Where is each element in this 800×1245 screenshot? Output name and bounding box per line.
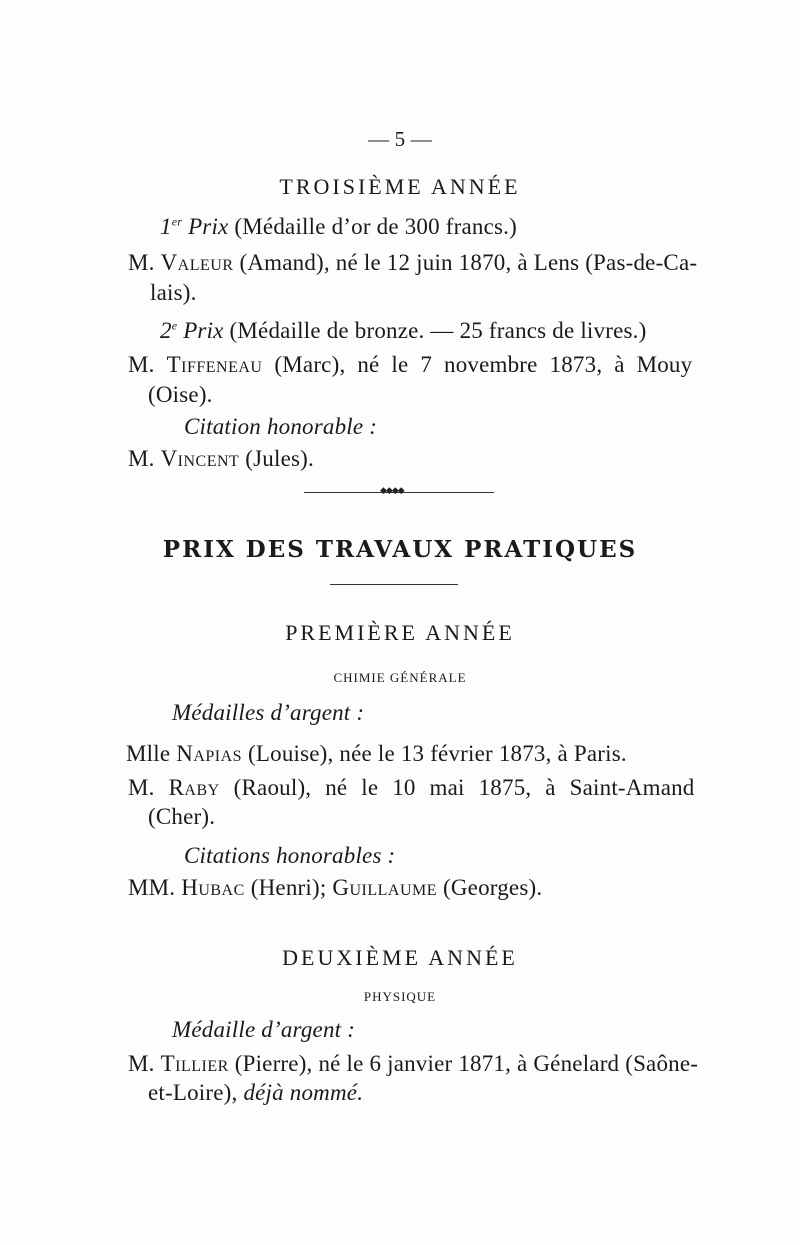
page-number: — 5 — xyxy=(368,127,432,151)
citation-details-1: (Henri); xyxy=(250,875,327,900)
winner-title: M. xyxy=(128,250,155,275)
citation-label: Citation honorable : xyxy=(184,414,378,439)
section-title-premiere-annee: PREMIÈRE ANNÉE xyxy=(285,620,515,645)
section-title-deuxieme-annee: DEUXIÈME ANNÉE xyxy=(282,945,518,970)
prize-rank-suffix: er xyxy=(171,214,183,229)
medal-label: Médaille d’argent : xyxy=(172,1017,356,1042)
prize-rank: 2 xyxy=(160,318,172,343)
winner-surname: Raby xyxy=(168,775,220,800)
prize-label: Prix xyxy=(183,318,224,343)
citation-details: (Jules). xyxy=(245,446,314,471)
citation-surname: Vincent xyxy=(160,446,240,471)
prize-rank-suffix: e xyxy=(171,318,178,333)
winner-details: (Amand), né le 12 juin 1870, à Lens (Pas-de-Ca- xyxy=(239,250,698,275)
winner-details-plain: et-Loire), xyxy=(148,1080,238,1105)
prize-label: Prix xyxy=(188,214,229,239)
subject-physique: PHYSIQUE xyxy=(363,989,437,1004)
section-title-travaux-pratiques: PRIX DES TRAVAUX PRATIQUES xyxy=(162,536,638,563)
prize-first-line xyxy=(160,214,517,240)
citation-surname-1: Hubac xyxy=(181,875,245,900)
prize-description: (Médaille d’or de 300 francs.) xyxy=(234,214,517,239)
citation-details-2: (Georges). xyxy=(443,875,543,900)
winner-title: M. xyxy=(128,352,155,377)
prize-description: (Médaille de bronze. — 25 francs de livres.) xyxy=(229,318,647,343)
winner-line-continuation: (Cher). xyxy=(148,804,216,829)
winner-line xyxy=(128,352,692,378)
winner-line-continuation: (Oise). xyxy=(148,382,213,407)
winner-surname: Napias xyxy=(176,741,243,766)
prize-rank: 1 xyxy=(160,214,172,239)
winner-line xyxy=(128,250,697,276)
winner-details-italic: déjà nommé. xyxy=(243,1080,364,1105)
winner-line xyxy=(128,1051,698,1077)
winner-title: M. xyxy=(128,775,155,800)
winner-details: (Raoul), né le 10 mai 1875, à Saint-Amand xyxy=(233,775,695,800)
winner-details: (Pierre), né le 6 janvier 1871, à Génelard (Saône- xyxy=(234,1051,699,1076)
citation-label: Citations honorables : xyxy=(184,843,396,868)
winner-details: (Marc), né le 7 novembre 1873, à Mouy xyxy=(274,352,693,377)
citation-surname-2: Guillaume xyxy=(332,875,438,900)
winner-line-continuation: lais). xyxy=(150,280,197,305)
citation-line xyxy=(128,446,314,472)
winner-surname: Tiffeneau xyxy=(166,352,263,377)
winner-title: M. xyxy=(128,1051,155,1076)
citation-title: M. xyxy=(128,446,155,471)
subject-chimie-generale: CHIMIE GÉNÉRALE xyxy=(333,670,467,685)
prize-second-line xyxy=(160,318,646,344)
winner-title: Mlle xyxy=(126,741,171,766)
citation-title: MM. xyxy=(128,875,176,900)
winner-details: (Louise), née le 13 février 1873, à Paris. xyxy=(248,741,627,766)
winner-surname: Valeur xyxy=(160,250,234,275)
winner-line xyxy=(128,775,695,801)
divider-ornament: ◆◆◆◆ xyxy=(380,485,404,495)
medal-label: Médailles d’argent : xyxy=(172,700,365,725)
section-divider xyxy=(330,584,458,585)
winner-surname: Tillier xyxy=(160,1051,229,1076)
citation-line xyxy=(128,875,542,901)
winner-line xyxy=(126,741,627,767)
winner-line-continuation xyxy=(148,1080,363,1106)
section-title-troisieme-annee: TROISIÈME ANNÉE xyxy=(279,174,521,199)
